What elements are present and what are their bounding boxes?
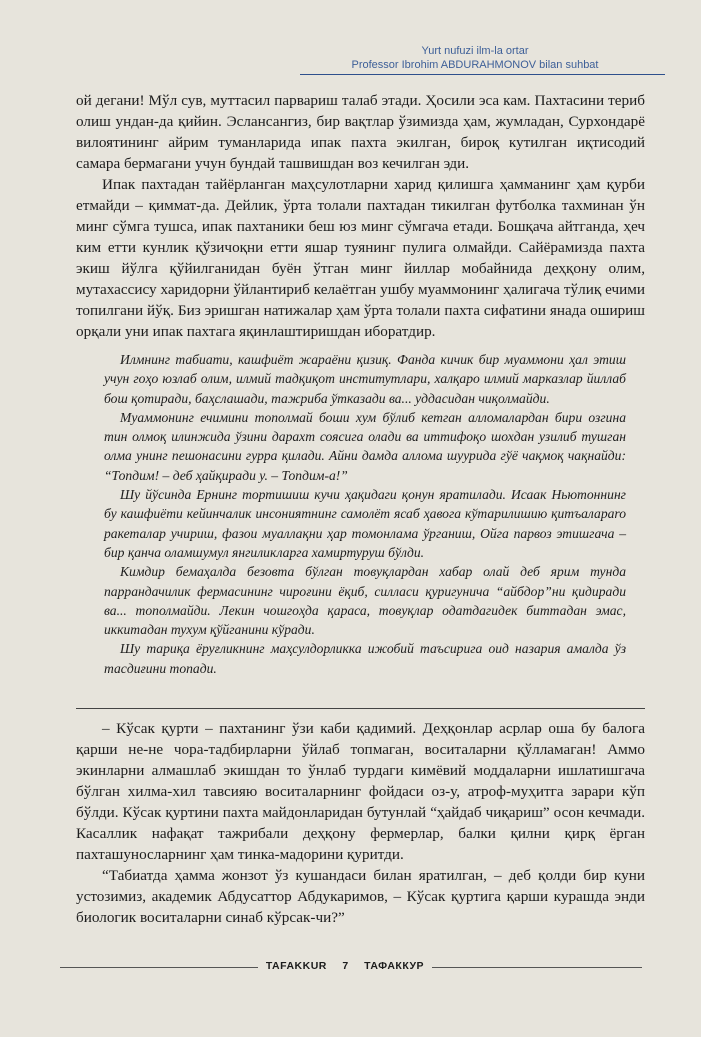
footer-magazine-latin: TAFAKKUR bbox=[265, 960, 327, 972]
page-footer bbox=[0, 958, 701, 978]
footer-text bbox=[258, 960, 432, 972]
section-divider bbox=[76, 708, 645, 709]
quote-paragraph: Илмнинг табиати, кашфиёт жараёни қизиқ. Фанда кичик бир муаммони ҳал этиш учун гоҳо юзлаб олим, илмий тадқиқот институтлари, халқаро илмий марказлар йиллаб бош қотиради, баҳслашади, тажриба ўтказади ва... уддасидан чиқолмайди. bbox=[104, 352, 626, 406]
paragraph: ой дегани! Мўл сув, муттасил парвариш талаб этади. Ҳосили эса кам. Пахтасини териб олиш ундан-да қийин. Эслансангиз, бир вақтлар ўзимизда ҳам, жумладан, Сурхондарё вилоятининг айрим туманларида ипак пахта экилган, бироқ кутилган иқтисодий самара бермагани учун бундай ташвишдан воз кечилган эди. bbox=[76, 92, 645, 172]
paragraph: “Табиатда ҳамма жонзот ўз кушандаси билан яратилган, – деб қолди бир куни устозимиз, академик Абдусаттор Абдукаримов, – Кўсак қуртига қарши курашда энди биологик воситаларни синаб кўрсак-чи?” bbox=[76, 867, 645, 926]
italic-quote-block bbox=[104, 350, 626, 678]
quote-paragraph: Кимдир бемаҳалда безовта бўлган товуқлардан хабар олай деб ярим тунда паррандачилик фермасининг чироғини ёқиб, силласи қуригунича “айбдор”ни қидиради ва... тополмайди. Лекин чошгоҳда қараса, товуқлар одатдагидек биттадан эмас, иккитадан тухум қўйганини кўради. bbox=[104, 564, 626, 638]
paragraph: – Кўсак қурти – пахтанинг ўзи каби қадимий. Деҳқонлар асрлар оша бу балога қарши не-не чора-тадбирларни ўйлаб топмаган, воситаларни қўлламаган! Аммо экинларни алмашлаб экишдан то ўнлаб турдаги кимёвий моддаларни ишлатишгача бўлган хилма-хил тавсияю воситаларнинг фойдаси оз-у, атроф-муҳитга зарари кўп бўлди. Кўсак қуртини пахта майдонларидан бутунлай “ҳайдаб чиқариш” осон кечмади. Касаллик нафақат тажрибали деҳқону фермерлар, балки қилни қирқ ёрган пахташуносларнинг ҳам тинка-мадорини қуритди. bbox=[76, 720, 645, 863]
bottom-text-block bbox=[76, 718, 645, 928]
header-rule bbox=[300, 74, 665, 75]
running-header bbox=[300, 44, 650, 72]
header-title: Yurt nufuzi ilm-la ortar bbox=[421, 45, 529, 57]
footer-rule-left bbox=[60, 967, 258, 968]
header-subtitle: Professor Ibrohim ABDURAHMONOV bilan suhbat bbox=[351, 59, 599, 71]
paragraph: Ипак пахтадан тайёрланган маҳсулотларни харид қилишга ҳамманинг ҳам қурби етмайди – қиммат-да. Дейлик, ўрта толали пахтадан тикилган футболка тахминан ўн минг сўмга тушса, ипак пахтаники беш юз минг сўмгача етади. Бошқача айтганда, ҳеч ким етти кунлик қўзичоқни етти яшар туянинг пулига олмайди. Сайёрамизда пахта экиш йўлга қўйилганидан буён ўтган минг йиллар мобайнида деҳқону олим, мутахассису харидорни ўйлантириб келаётган ушбу муаммонинг ҳалигача тўлиқ ечими топилгани йўқ. Биз эришган натижалар ҳам ўрта толали пахта сифатини янада ошириш орқали уни ипак пахтага яқинлаштиришдан иборатдир. bbox=[76, 176, 645, 340]
footer-magazine-cyrillic: ТАФАККУР bbox=[364, 960, 425, 972]
quote-paragraph: Шу тариқа ёруғликнинг маҳсулдорликка ижобий таъсирига оид назария амалда ўз тасдиғини топади. bbox=[104, 641, 626, 676]
quote-paragraph: Муаммонинг ечимини тополмай боши хум бўлиб кетган алломалардан бири озгина тин олмоқ илинжида ўзини дарахт соясига олади ва иттифоқо шохдан узилиб тушган олма унинг пешонасини гурра қилади. Айни дамда аллома шуурида гўё чақмоқ чақнайди: “Топдим! – деб ҳайқиради у. – Топдим-а!” bbox=[104, 409, 626, 483]
quote-paragraph: Шу йўсинда Ернинг тортишиш кучи ҳақидаги қонун яратилади. Исаак Ньютоннинг бу кашфиёти кейинчалик инсониятнинг самолёт ясаб ҳавога кўтарилишию қитъаларaro ракеталар учириш, фазои муаллақни ҳар томонлама ўрганиш, Ойга парвоз этишгача – бир қанча оламшумул янгиликларга хамиртуруш бўлди. bbox=[104, 487, 626, 560]
footer-rule-right bbox=[432, 967, 642, 968]
page-number: 7 bbox=[342, 960, 349, 972]
top-text-block bbox=[76, 90, 645, 342]
